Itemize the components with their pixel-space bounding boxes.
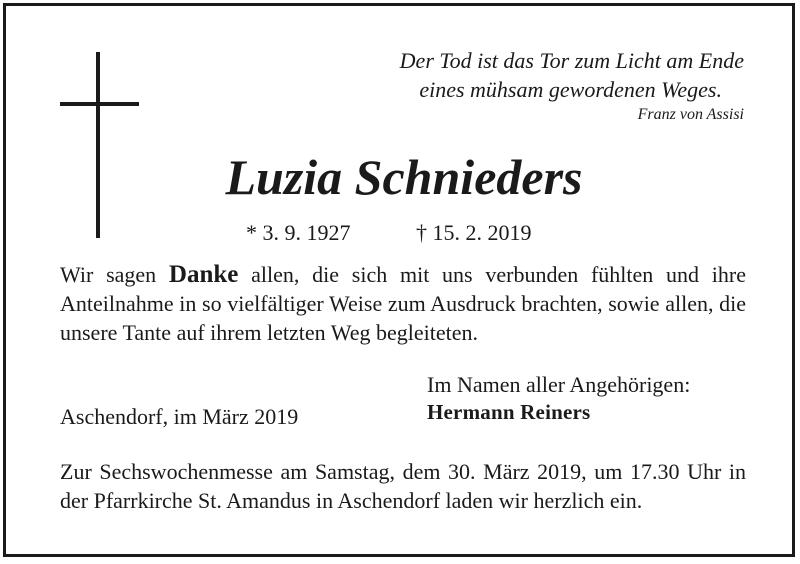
death-date: † 15. 2. 2019 [416,220,532,245]
thanks-paragraph [60,260,746,347]
cross-icon-bar [60,102,139,106]
thanks-intro: Wir sagen [60,262,169,287]
quote [224,46,744,104]
obituary-card [3,3,795,557]
place-date: Aschendorf, im März 2019 [60,404,299,429]
thanks-body: allen, die sich mit uns verbunden fühlten und ihre Anteilnahme in so vielfältiger Weise zum Ausdruck brachten, sowie allen, die unsere Tante auf ihrem letzten Weg begleiteten. [60,262,746,345]
quote-line-1: Der Tod ist das Tor zum Licht am Ende [399,48,744,73]
deceased-name: Luzia Schnieders [225,149,583,205]
thanks-emphasis: Danke [168,261,239,288]
family-heading: Im Namen aller Angehörigen: [427,372,691,397]
quote-author: Franz von Assisi [637,106,744,123]
birth-date: * 3. 9. 1927 [246,220,351,245]
mass-notice: Zur Sechswochenmesse am Samstag, dem 30. März 2019, um 17.30 Uhr in der Pfarrkirche St. Amandus in Aschendorf laden wir herzlich ein. [60,459,746,513]
signatory-name: Hermann Reiners [427,400,591,424]
quote-line-2: eines mühsam gewordenen Weges. [419,77,722,102]
cross-icon [96,52,100,238]
